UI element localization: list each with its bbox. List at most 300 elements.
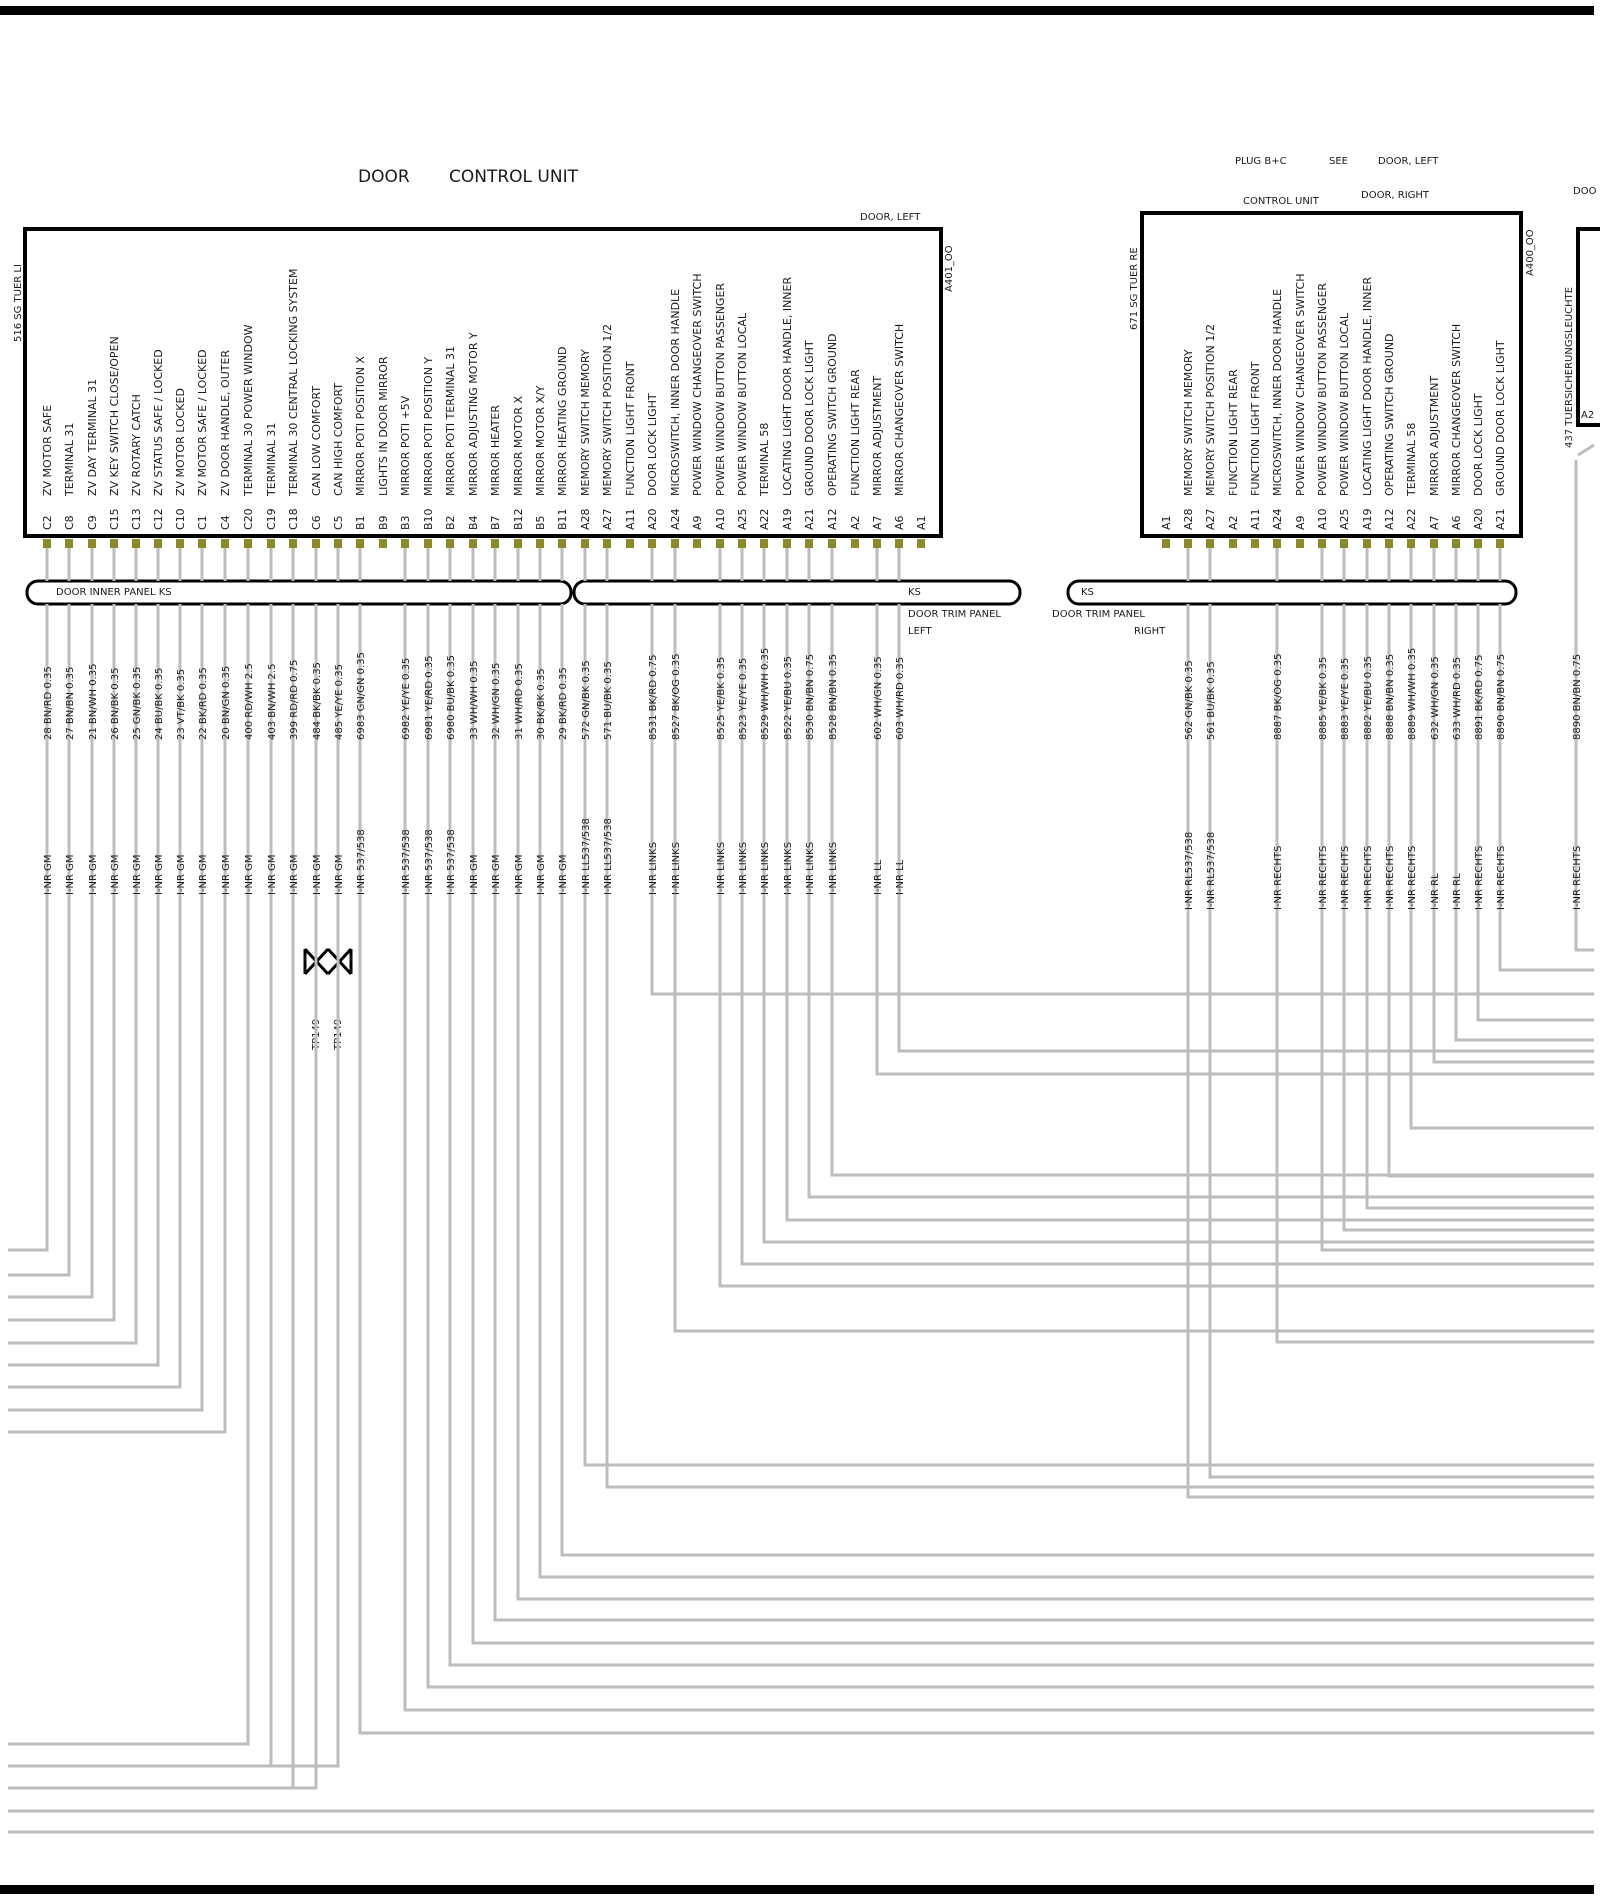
left-harness-label-C6: I-NR GM [312,854,323,895]
left-wire-label-C19: 403 BN/WH 2.5 [267,663,278,740]
right-harness-label-A25: I-NR RECHTS [1340,845,1351,910]
left-harness-label-C10: I-NR GM [176,854,187,895]
right-pin-A19: A19 [1361,508,1374,530]
left-pin-terminal-A12 [828,539,836,548]
left-pin-terminal-A11 [626,539,634,548]
left-trim-label-1: DOOR TRIM PANEL [908,609,1001,620]
left-pin-C5: C5 [332,515,345,530]
left-pin-A24: A24 [669,508,682,530]
bottom-border [0,1885,1594,1894]
right-pin-func-A24: MICROSWITCH, INNER DOOR HANDLE [1271,288,1284,496]
left-pin-func-B7: MIRROR HEATER [489,404,502,496]
left-pin-func-A19: LOCATING LIGHT DOOR HANDLE, INNER [781,276,794,496]
left-pin-A7: A7 [871,515,884,530]
twisted-pair-symbol [305,949,351,974]
far-right-wire-tail [1578,445,1594,455]
left-pin-func-A21: GROUND DOOR LOCK LIGHT [803,340,816,496]
right-wire-label-A6: 633 WH/RD 0.35 [1452,656,1463,740]
left-pin-C18: C18 [287,508,300,530]
left-harness-label-B1: I-NR 537/538 [356,829,367,895]
left-pin-A9: A9 [691,515,704,530]
door-trim-panel-left-connector [574,581,1020,604]
left-pin-terminal-B2 [446,539,454,548]
left-pin-func-A10: POWER WINDOW BUTTON PASSENGER [714,282,727,496]
right-pin-terminal-A22 [1407,539,1415,548]
left-wire-run-B10 [428,604,1594,1687]
left-wire-run-A7 [877,604,1594,1074]
left-pin-terminal-B4 [469,539,477,548]
left-pin-A27: A27 [601,508,614,530]
left-pin-terminal-C5 [334,539,342,548]
left-harness-label-C15: I-NR GM [110,854,121,895]
right-pin-terminal-A21 [1496,539,1504,548]
left-pin-terminal-B7 [491,539,499,548]
right-pin-func-A21: GROUND DOOR LOCK LIGHT [1494,340,1507,496]
left-wire-label-A12: 8528 BN/BN 0.35 [828,653,839,740]
left-wire-label-C15: 26 BN/BK 0.35 [110,667,121,740]
left-pin-func-C6: CAN LOW COMFORT [310,385,323,496]
left-unit-name: 516 SG TUER LI [13,264,24,342]
left-pin-func-A9: POWER WINDOW CHANGEOVER SWITCH [691,273,704,496]
right-harness-label-A19: I-NR RECHTS [1363,845,1374,910]
far-right-unit-box [1578,229,1600,425]
left-wire-label-A7: 602 WH/GN 0.35 [873,656,884,740]
right-pin-terminal-A27 [1206,539,1214,548]
left-wire-run-C20 [8,604,248,1744]
left-pin-A1: A1 [915,515,928,530]
left-pin-terminal-B10 [424,539,432,548]
right-pin-func-A19: LOCATING LIGHT DOOR HANDLE, INNER [1361,276,1374,496]
left-pin-func-A12: OPERATING SWITCH GROUND [826,333,839,496]
left-wire-run-B3 [405,604,1594,1710]
left-wire-run-C1 [8,604,202,1410]
left-pin-C8: C8 [63,515,76,530]
right-unit-name: 671 SG TUER RE [1129,247,1140,330]
left-harness-label-C1: I-NR GM [198,854,209,895]
right-wire-label-A10: 8885 YE/BK 0.35 [1318,656,1329,740]
left-harness-label-B10: I-NR 537/538 [424,829,435,895]
left-trim-label-2: LEFT [908,626,932,637]
left-harness-label-B4: I-NR GM [469,854,480,895]
top-border [0,6,1594,15]
left-pin-C20: C20 [242,508,255,530]
left-harness-label-A27: I-NR LL537/538 [603,818,614,895]
left-pin-terminal-A25 [738,539,746,548]
left-pin-terminal-A24 [671,539,679,548]
right-wire-label-A22: 8889 WH/WH 0.35 [1407,647,1418,740]
left-wire-label-A28: 572 GN/BK 0.35 [581,660,592,740]
far-right-wire-label: 8890 BN/BN 0.75 [1572,653,1583,740]
left-harness-label-A19: I-NR LINKS [783,841,794,895]
left-wire-label-C12: 24 BU/BK 0.35 [154,667,165,740]
left-pin-terminal-C10 [176,539,184,548]
left-wire-label-C13: 25 GN/BK 0.35 [132,666,143,740]
right-pin-terminal-A24 [1273,539,1281,548]
left-harness-label-C2: I-NR GM [43,854,54,895]
left-pin-terminal-C2 [43,539,51,548]
left-pin-terminal-C15 [110,539,118,548]
right-pin-A27: A27 [1204,508,1217,530]
left-harness-label-B11: I-NR GM [558,854,569,895]
right-wire-label-A21: 8890 BN/BN 0.75 [1496,653,1507,740]
left-wire-label-C5: 485 YE/YE 0.35 [334,664,345,740]
left-pin-func-C8: TERMINAL 31 [63,422,76,496]
right-pin-A1: A1 [1160,515,1173,530]
left-pin-func-B12: MIRROR MOTOR X [512,395,525,496]
left-pin-terminal-C12 [154,539,162,548]
left-pin-terminal-C18 [289,539,297,548]
left-pin-func-C4: ZV DOOR HANDLE, OUTER [219,349,232,496]
left-pin-A20: A20 [646,508,659,530]
right-pin-A25: A25 [1338,508,1351,530]
left-harness-label-C9: I-NR GM [88,854,99,895]
left-harness-label-B3: I-NR 537/538 [401,829,412,895]
left-pin-func-C5: CAN HIGH COMFORT [332,382,345,496]
left-wire-label-B10: 6981 YE/RD 0.35 [424,655,435,740]
left-harness-label-A10: I-NR LINKS [716,841,727,895]
right-pin-terminal-A7 [1430,539,1438,548]
right-pin-A11: A11 [1249,508,1262,530]
left-pin-terminal-A22 [760,539,768,548]
right-pin-func-A7: MIRROR ADJUSTMENT [1428,375,1441,496]
left-pin-func-B4: MIRROR ADJUSTING MOTOR Y [467,332,480,496]
left-wire-label-B12: 31 WH/RD 0.35 [514,663,525,740]
left-pin-terminal-A6 [895,539,903,548]
left-pin-terminal-B12 [514,539,522,548]
right-pin-func-A28: MEMORY SWITCH MEMORY [1182,349,1195,496]
left-pin-terminal-A20 [648,539,656,548]
far-right-pin: A2 [1581,410,1595,421]
left-harness-label-B5: I-NR GM [536,854,547,895]
left-pin-func-A27: MEMORY SWITCH POSITION 1/2 [601,324,614,496]
right-pin-A20: A20 [1472,508,1485,530]
left-pin-terminal-A9 [693,539,701,548]
left-pin-terminal-A28 [581,539,589,548]
left-pin-func-B1: MIRROR POTI POSITION X [354,356,367,496]
left-wire-run-B1 [360,604,1594,1733]
left-pin-terminal-A27 [603,539,611,548]
right-pin-A12: A12 [1383,508,1396,530]
tp149-label-a: TP149 [311,1018,322,1050]
left-pin-func-C9: ZV DAY TERMINAL 31 [86,378,99,496]
left-pin-func-C18: TERMINAL 30 CENTRAL LOCKING SYSTEM [287,268,300,496]
left-pin-B11: B11 [556,508,569,530]
left-wire-run-C2 [8,604,47,1250]
left-wire-run-A27 [607,604,1594,1487]
left-harness-label-A6: I-NR LL [895,859,906,895]
left-harness-label-C20: I-NR GM [244,854,255,895]
left-pin-terminal-A1 [917,539,925,548]
left-pin-func-C12: ZV STATUS SAFE / LOCKED [152,349,165,496]
left-harness-label-A28: I-NR LL537/538 [581,818,592,895]
left-pin-terminal-C9 [88,539,96,548]
left-harness-label-C5: I-NR GM [334,854,345,895]
left-pin-terminal-A19 [783,539,791,548]
left-wire-label-C8: 27 BN/BN 0.35 [65,666,76,740]
right-wire-label-A12: 8888 BN/BN 0.35 [1385,653,1396,740]
left-pin-B4: B4 [467,515,480,530]
left-wire-label-A19: 8522 YE/BU 0.35 [783,655,794,740]
left-pin-terminal-B5 [536,539,544,548]
left-pin-B12: B12 [512,508,525,530]
right-pin-A2: A2 [1227,515,1240,530]
left-pin-func-C13: ZV ROTARY CATCH [130,394,143,496]
right-pin-func-A9: POWER WINDOW CHANGEOVER SWITCH [1294,273,1307,496]
left-unit-code: A401_OO [944,245,955,292]
tp149-label-b: TP149 [333,1018,344,1050]
right-wire-run-A12 [1389,604,1594,1176]
left-wire-label-B3: 6982 YE/YE 0.35 [401,657,412,740]
right-trim-label-2: RIGHT [1134,626,1166,637]
right-pin-terminal-A10 [1318,539,1326,548]
left-wire-label-B7: 32 WH/GN 0.35 [491,662,502,740]
right-pin-func-A27: MEMORY SWITCH POSITION 1/2 [1204,324,1217,496]
right-wire-label-A20: 8891 BK/RD 0.75 [1474,654,1485,740]
left-wire-label-A27: 571 BU/BK 0.35 [603,661,614,740]
left-wire-label-C1: 22 BK/RD 0.35 [198,667,209,740]
left-pin-terminal-B3 [401,539,409,548]
right-harness-label-A21: I-NR RECHTS [1496,845,1507,910]
left-pin-func-A2: FUNCTION LIGHT REAR [849,369,862,496]
left-wire-label-B2: 6980 BU/BK 0.35 [446,654,457,740]
left-harness-label-C4: I-NR GM [221,854,232,895]
left-wire-label-C6: 484 BK/BK 0.35 [312,662,323,740]
left-pin-func-A20: DOOR LOCK LIGHT [646,393,659,496]
right-harness-label-A10: I-NR RECHTS [1318,845,1329,910]
far-right-cut-label: DOO [1573,186,1597,197]
right-unit-location: DOOR, RIGHT [1361,190,1430,201]
left-pin-func-C20: TERMINAL 30 POWER WINDOW [242,324,255,496]
left-pin-func-A25: POWER WINDOW BUTTON LOCAL [736,312,749,496]
left-pin-func-C19: TERMINAL 31 [265,422,278,496]
left-wire-label-C20: 400 RD/WH 2.5 [244,663,255,740]
right-pin-func-A12: OPERATING SWITCH GROUND [1383,333,1396,496]
left-pin-terminal-C19 [267,539,275,548]
right-pin-A10: A10 [1316,508,1329,530]
right-control-unit-box [1142,213,1521,536]
left-wire-run-B5 [540,604,1594,1577]
left-pin-func-B2: MIRROR POTI TERMINAL 31 [444,346,457,496]
right-harness-label-A20: I-NR RECHTS [1474,845,1485,910]
left-pin-terminal-C1 [198,539,206,548]
right-pin-func-A11: FUNCTION LIGHT FRONT [1249,361,1262,496]
left-pin-func-B9: LIGHTS IN DOOR MIRROR [377,356,390,496]
left-wire-label-A6: 603 WH/RD 0.35 [895,656,906,740]
right-pin-terminal-A9 [1296,539,1304,548]
right-pin-terminal-A28 [1184,539,1192,548]
left-pin-terminal-B1 [356,539,364,548]
right-harness-label-A7: I-NR RL [1430,873,1441,910]
left-pin-func-B10: MIRROR POTI POSITION Y [422,356,435,496]
left-pin-func-A28: MEMORY SWITCH MEMORY [579,349,592,496]
right-unit-code: A400_OO [1525,229,1536,276]
right-pin-terminal-A1 [1162,539,1170,548]
right-pin-A7: A7 [1428,515,1441,530]
right-wire-label-A25: 8883 YE/YE 0.35 [1340,657,1351,740]
right-pin-A9: A9 [1294,515,1307,530]
left-pin-A6: A6 [893,515,906,530]
left-pin-func-B11: MIRROR HEATING GROUND [556,346,569,496]
left-wire-run-C5 [8,604,338,1766]
right-pin-A28: A28 [1182,508,1195,530]
left-pin-terminal-A7 [873,539,881,548]
left-pin-terminal-C4 [221,539,229,548]
left-pin-terminal-C6 [312,539,320,548]
title-control-unit: CONTROL UNIT [449,167,578,187]
left-pin-B1: B1 [354,515,367,530]
right-wire-label-A24: 8887 BK/OG 0.35 [1273,653,1284,740]
left-pin-C12: C12 [152,508,165,530]
right-wire-run-A25 [1344,604,1594,1230]
left-pin-terminal-B9 [379,539,387,548]
left-pin-C15: C15 [108,508,121,530]
left-trim-ks-label: KS [908,587,921,598]
left-pin-B2: B2 [444,515,457,530]
plug-note: PLUG B+C [1235,156,1287,167]
left-pin-C1: C1 [196,515,209,530]
left-pin-A25: A25 [736,508,749,530]
right-harness-label-A24: I-NR RECHTS [1273,845,1284,910]
left-pin-A28: A28 [579,508,592,530]
left-pin-func-C10: ZV MOTOR LOCKED [174,388,187,496]
left-pin-func-A6: MIRROR CHANGEOVER SWITCH [893,323,906,496]
left-harness-label-C8: I-NR GM [65,854,76,895]
see-note: SEE [1329,156,1348,167]
left-pin-A19: A19 [781,508,794,530]
left-pin-C4: C4 [219,515,232,530]
right-pin-A22: A22 [1405,508,1418,530]
left-pin-A10: A10 [714,508,727,530]
left-wire-label-C18: 399 RD/RD 0.75 [289,659,300,740]
right-pin-terminal-A19 [1363,539,1371,548]
right-pin-terminal-A11 [1251,539,1259,548]
left-harness-label-A25: I-NR LINKS [738,841,749,895]
right-trim-label-1: DOOR TRIM PANEL [1052,609,1145,620]
left-wire-label-A25: 8523 YE/YE 0.35 [738,657,749,740]
left-wire-label-C4: 20 BN/GN 0.35 [221,665,232,740]
right-harness-label-A12: I-NR RECHTS [1385,845,1396,910]
left-pin-terminal-C8 [65,539,73,548]
right-pin-terminal-A20 [1474,539,1482,548]
left-wire-label-A24: 8527 BK/OG 0.35 [671,653,682,740]
left-pin-terminal-B11 [558,539,566,548]
left-pin-terminal-C20 [244,539,252,548]
right-pin-terminal-A2 [1229,539,1237,548]
left-wire-label-B5: 30 BK/BK 0.35 [536,668,547,740]
left-wire-label-A10: 8525 YE/BK 0.35 [716,656,727,740]
door-trim-panel-right-connector [1068,581,1516,604]
left-pin-terminal-A21 [805,539,813,548]
see-ref: DOOR, LEFT [1378,156,1439,167]
left-wire-label-A20: 8531 BK/RD 0.75 [648,654,659,740]
left-pin-C9: C9 [86,515,99,530]
left-pin-func-C1: ZV MOTOR SAFE / LOCKED [196,349,209,496]
left-pin-func-A24: MICROSWITCH, INNER DOOR HANDLE [669,288,682,496]
left-pin-B10: B10 [422,508,435,530]
left-pin-func-B5: MIRROR MOTOR X/Y [534,385,547,496]
right-pin-func-A10: POWER WINDOW BUTTON PASSENGER [1316,282,1329,496]
right-pin-func-A22: TERMINAL 58 [1405,422,1418,496]
right-pin-func-A20: DOOR LOCK LIGHT [1472,393,1485,496]
left-harness-label-B12: I-NR GM [514,854,525,895]
left-pin-C6: C6 [310,515,323,530]
left-harness-label-B7: I-NR GM [491,854,502,895]
right-pin-func-A25: POWER WINDOW BUTTON LOCAL [1338,312,1351,496]
right-pin-func-A2: FUNCTION LIGHT REAR [1227,369,1240,496]
right-harness-label-A27: I-NR RL537/538 [1206,831,1217,910]
left-pin-func-A7: MIRROR ADJUSTMENT [871,375,884,496]
right-pin-A6: A6 [1450,515,1463,530]
left-pin-B7: B7 [489,515,502,530]
right-wire-label-A7: 632 WH/GN 0.35 [1430,656,1441,740]
right-harness-label-A6: I-NR RL [1452,873,1463,910]
left-pin-A2: A2 [849,515,862,530]
left-pin-terminal-C13 [132,539,140,548]
right-wire-label-A27: 561 BU/BK 0.35 [1206,661,1217,740]
left-wire-label-C10: 23 VT/BK 0.35 [176,668,187,740]
left-harness-label-C13: I-NR GM [132,854,143,895]
left-pin-func-C2: ZV MOTOR SAFE [41,404,54,496]
left-harness-label-A20: I-NR LINKS [648,841,659,895]
left-pin-C19: C19 [265,508,278,530]
left-harness-label-C19: I-NR GM [267,854,278,895]
left-pin-func-C15: ZV KEY SWITCH CLOSE/OPEN [108,336,121,496]
left-wire-run-B7 [495,604,1594,1620]
left-pin-B9: B9 [377,515,390,530]
left-harness-label-C12: I-NR GM [154,854,165,895]
left-wire-run-A6 [899,604,1594,1051]
left-wire-label-C9: 21 BN/WH 0.35 [88,663,99,740]
left-harness-label-A24: I-NR LINKS [671,841,682,895]
right-wire-label-A19: 8882 YE/BU 0.35 [1363,655,1374,740]
right-harness-label-A22: I-NR RECHTS [1407,845,1418,910]
far-right-device-name: 437 TUERSICHERUNGSLEUCHTE [1564,286,1575,448]
left-wire-label-A22: 8529 WH/WH 0.35 [760,647,771,740]
door-inner-panel-ks-label: DOOR INNER PANEL KS [56,587,172,598]
right-pin-A24: A24 [1271,508,1284,530]
right-pin-terminal-A6 [1452,539,1460,548]
left-wire-run-B2 [450,604,1594,1665]
left-harness-label-C18: I-NR GM [289,854,300,895]
right-wire-label-A28: 562 GN/BK 0.35 [1184,660,1195,740]
left-wire-run-A22 [764,604,1594,1242]
left-wire-label-B1: 6983 GN/GN 0.35 [356,652,367,740]
left-pin-A11: A11 [624,508,637,530]
left-pin-A22: A22 [758,508,771,530]
left-harness-label-A12: I-NR LINKS [828,841,839,895]
right-trim-ks-label: KS [1081,587,1094,598]
left-wire-label-C2: 28 BN/RD 0.35 [43,666,54,740]
left-pin-terminal-A10 [716,539,724,548]
left-harness-label-B2: I-NR 537/538 [446,829,457,895]
left-pin-func-A22: TERMINAL 58 [758,422,771,496]
far-right-harness-label: I-NR RECHTS [1572,845,1583,910]
left-wire-run-C8 [8,604,69,1275]
left-pin-terminal-A2 [851,539,859,548]
right-unit-label: CONTROL UNIT [1243,196,1319,207]
left-wire-run-A28 [585,604,1594,1465]
title-door: DOOR [358,167,410,187]
left-pin-B5: B5 [534,515,547,530]
left-wire-run-A25 [742,604,1594,1264]
right-pin-terminal-A25 [1340,539,1348,548]
left-pin-A21: A21 [803,508,816,530]
left-pin-func-A11: FUNCTION LIGHT FRONT [624,361,637,496]
left-pin-C13: C13 [130,508,143,530]
left-unit-location: DOOR, LEFT [860,212,921,223]
left-harness-label-A7: I-NR LL [873,859,884,895]
left-pin-B3: B3 [399,515,412,530]
